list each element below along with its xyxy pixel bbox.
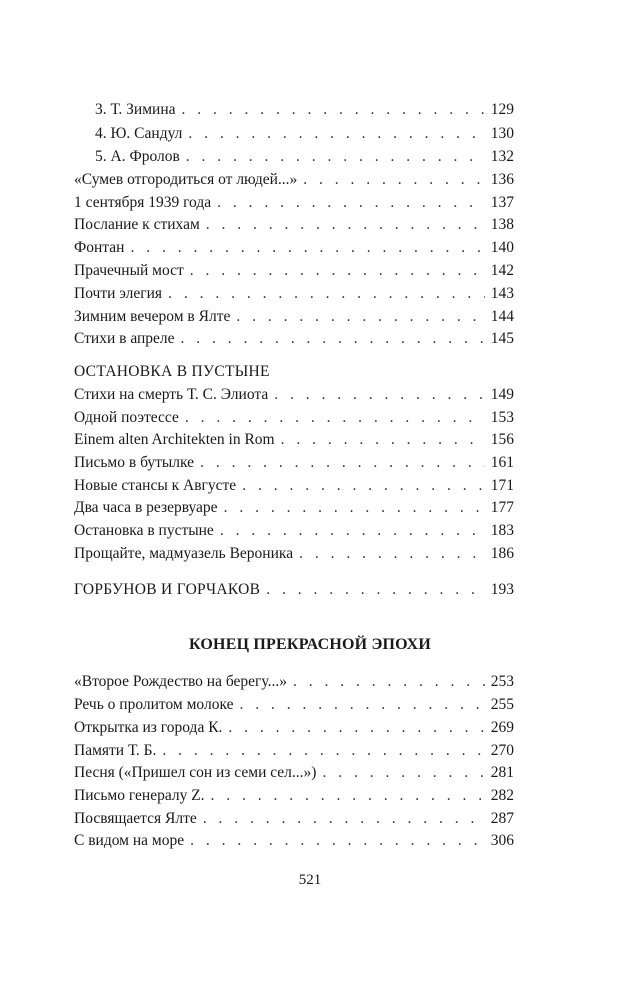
toc-entry-page: 193 [490, 581, 514, 598]
toc-entry [74, 830, 514, 852]
leader-dots [203, 808, 485, 830]
toc-entry-page: 306 [490, 832, 514, 849]
leader-dots [303, 169, 484, 191]
leader-dots [274, 384, 485, 406]
toc-entry-title: Памяти Т. Б. [74, 742, 157, 759]
toc-entry [95, 99, 514, 121]
leader-dots [239, 694, 484, 716]
toc-entry [95, 146, 514, 168]
leader-dots [217, 192, 485, 214]
toc-entry-title: Открытка из города К. [74, 719, 223, 736]
toc-entry-page: 136 [490, 171, 514, 188]
toc-entry [74, 384, 514, 406]
toc-entry-title: ГОРБУНОВ И ГОРЧАКОВ [74, 581, 261, 598]
toc-entry-title: Посвящается Ялте [74, 810, 197, 827]
leader-dots [281, 429, 485, 451]
toc-entry-title: Зимним вечером в Ялте [74, 308, 231, 325]
toc-entry-title: Остановка в пустыне [74, 522, 214, 539]
toc-entry-title: Два часа в резервуаре [74, 499, 218, 516]
toc-entry-title: Прачечный мост [74, 262, 184, 279]
leader-dots [228, 717, 484, 739]
leader-dots [130, 237, 484, 259]
toc-entry-title: С видом на море [74, 832, 185, 849]
toc-entry [95, 123, 514, 145]
toc-entry-title: Новые стансы к Августе [74, 477, 237, 494]
leader-dots [186, 146, 485, 168]
toc-entry [74, 429, 514, 451]
toc-entry-page: 282 [490, 787, 514, 804]
leader-dots [162, 740, 484, 762]
toc-entry-page: 138 [490, 216, 514, 233]
toc-entry-title: Стихи в апреле [74, 330, 175, 347]
toc-entry-title: Стихи на смерть Т. С. Элиота [74, 386, 269, 403]
toc-entry-title: 3. Т. Зимина [95, 101, 176, 118]
toc-entry [74, 475, 514, 497]
leader-dots [182, 99, 485, 121]
toc-entry [74, 543, 514, 565]
toc-entry [74, 283, 514, 305]
toc-entry [74, 452, 514, 474]
toc-entry [74, 306, 514, 328]
toc-entry-title: Песня («Пришел сон из семи сел...») [74, 764, 317, 781]
toc-entry-title: Послание к стихам [74, 216, 200, 233]
leader-dots [200, 452, 485, 474]
leader-dots [211, 785, 485, 807]
toc-entry-page: 183 [490, 522, 514, 539]
toc-entry-title: Почти элегия [74, 285, 163, 302]
toc-entry-title: 1 сентября 1939 года [74, 194, 212, 211]
toc-entry [74, 579, 514, 601]
toc-entry-page: 161 [490, 454, 514, 471]
toc-entry-page: 153 [490, 409, 514, 426]
toc-entry-page: 142 [490, 262, 514, 279]
toc-entry [74, 169, 514, 191]
toc-entry-title: Одной поэтессе [74, 409, 179, 426]
toc-entry-page: 177 [490, 499, 514, 516]
toc-entry [74, 237, 514, 259]
toc-entry-page: 132 [490, 148, 514, 165]
toc-entry-title: 4. Ю. Сандул [95, 125, 183, 142]
toc-entry [74, 192, 514, 214]
toc-entry [74, 407, 514, 429]
toc-entry-title: Прощайте, мадмуазель Вероника [74, 545, 294, 562]
leader-dots [322, 762, 484, 784]
toc-entry-title: «Второе Рождество на берегу...» [74, 673, 287, 690]
toc-entry [74, 520, 514, 542]
leader-dots [181, 328, 485, 350]
toc-entry-title: Письмо в бутылке [74, 454, 195, 471]
toc-entry [74, 671, 514, 693]
toc-entry [74, 328, 514, 350]
toc-entry-page: 137 [490, 194, 514, 211]
toc-entry-page: 186 [490, 545, 514, 562]
toc-entry-page: 143 [490, 285, 514, 302]
leader-dots [168, 283, 485, 305]
page-number: 521 [298, 872, 322, 888]
part-heading: КОНЕЦ ПРЕКРАСНОЙ ЭПОХИ [189, 636, 431, 653]
toc-entry-page: 144 [490, 308, 514, 325]
toc-entry [74, 785, 514, 807]
leader-dots [242, 475, 485, 497]
leader-dots [293, 671, 485, 693]
toc-entry-title: Письмо генералу Z. [74, 787, 205, 804]
toc-entry-page: 270 [490, 742, 514, 759]
toc-entry [74, 694, 514, 716]
toc-entry-page: 269 [490, 719, 514, 736]
leader-dots [188, 123, 484, 145]
toc-entry-page: 149 [490, 386, 514, 403]
toc-entry-title: Речь о пролитом молоке [74, 696, 234, 713]
toc-entry-title: Фонтан [74, 239, 125, 256]
toc-entry-page: 171 [490, 477, 514, 494]
leader-dots [236, 306, 484, 328]
leader-dots [206, 214, 485, 236]
toc-entry [74, 808, 514, 830]
toc-entry-page: 145 [490, 330, 514, 347]
section-heading: ОСТАНОВКА В ПУСТЫНЕ [74, 363, 270, 380]
toc-entry-page: 253 [490, 673, 514, 690]
leader-dots [299, 543, 485, 565]
toc-entry-title: 5. А. Фролов [95, 148, 180, 165]
toc-entry-page: 255 [490, 696, 514, 713]
toc-entry-page: 287 [490, 810, 514, 827]
leader-dots [224, 497, 485, 519]
leader-dots [185, 407, 485, 429]
toc-entry [74, 717, 514, 739]
toc-entry [74, 762, 514, 784]
toc-entry [74, 497, 514, 519]
leader-dots [220, 520, 485, 542]
toc-entry [74, 214, 514, 236]
leader-dots [266, 579, 485, 601]
toc-entry-page: 156 [490, 431, 514, 448]
toc-entry [74, 740, 514, 762]
leader-dots [190, 260, 485, 282]
toc-entry [74, 260, 514, 282]
toc-entry-title: Einem alten Architekten in Rom [74, 431, 275, 448]
toc-entry-title: «Сумев отгородиться от людей...» [74, 171, 298, 188]
toc-entry-page: 129 [490, 101, 514, 118]
toc-entry-page: 140 [490, 239, 514, 256]
toc-entry-page: 130 [490, 125, 514, 142]
leader-dots [190, 830, 485, 852]
toc-entry-page: 281 [490, 764, 514, 781]
